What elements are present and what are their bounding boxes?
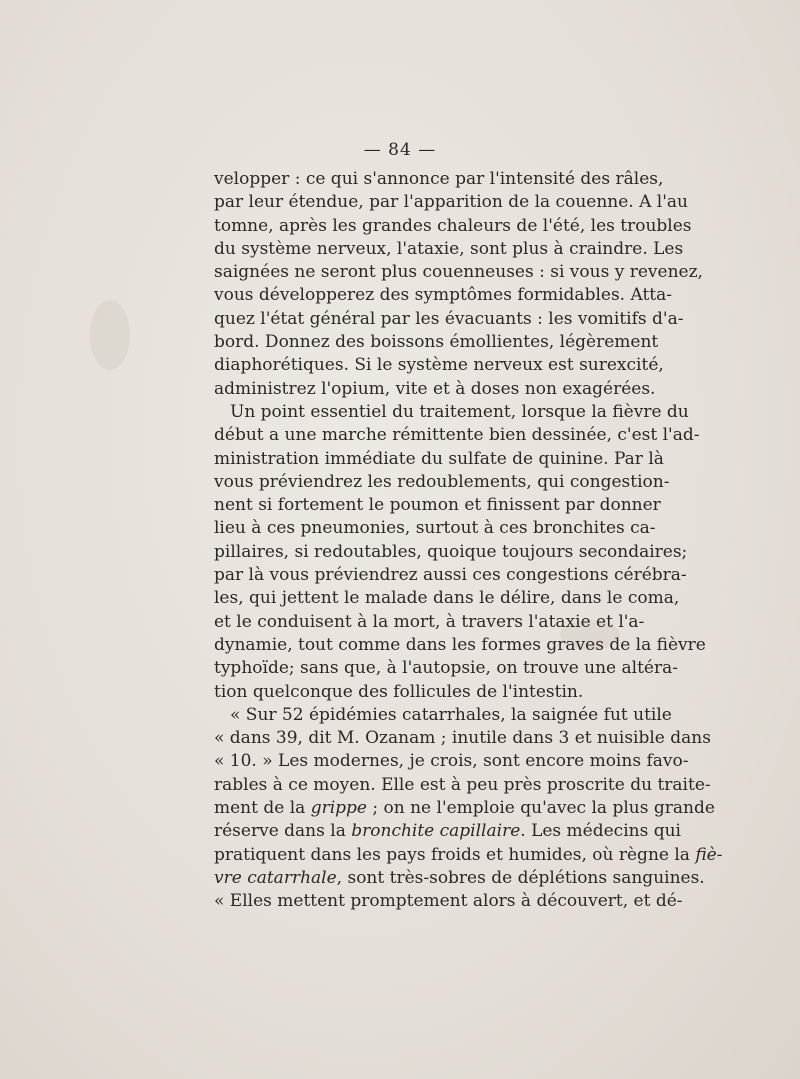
text-run: ment de la	[214, 798, 311, 819]
text-run: pratiquent dans les pays froids et humides, où règne la	[214, 844, 696, 865]
text-line: « dans 39, dit M. Ozanam ; inutile dans 3 et nuisible dans	[214, 728, 711, 749]
text-run: ; on ne l'emploie qu'avec la plus grande	[366, 798, 715, 819]
body-text	[214, 168, 723, 914]
italic-term: grippe	[310, 798, 367, 819]
text-line	[214, 797, 715, 820]
text-line: rables à ce moyen. Elle est à peu près proscrite du traite-	[214, 774, 711, 795]
text-line: vous préviendrez les redoublements, qui congestion-	[214, 471, 670, 492]
text-line: « Sur 52 épidémies catarrhales, la saignée fut utile	[230, 704, 672, 725]
text-line: « Elles mettent promptement alors à découvert, et dé-	[214, 891, 683, 912]
text-line: ministration immédiate du sulfate de quinine. Par là	[214, 448, 664, 469]
page-number: — 84 —	[363, 140, 437, 160]
text-line: tomne, après les grandes chaleurs de l'été, les troubles	[214, 215, 692, 236]
text-line: pillaires, si redoutables, quoique toujours secondaires;	[214, 541, 688, 562]
text-line	[214, 844, 723, 867]
text-line: tion quelconque des follicules de l'intestin.	[214, 681, 584, 702]
text-line: saignées ne seront plus couenneuses : si vous y revenez,	[214, 262, 703, 283]
text-line: vous développerez des symptômes formidables. Atta-	[214, 285, 673, 306]
text-line: diaphorétiques. Si le système nerveux est surexcité,	[214, 355, 664, 376]
text-line: les, qui jettent le malade dans le délire, dans le coma,	[214, 588, 680, 609]
text-line: bord. Donnez des boissons émollientes, légèrement	[214, 332, 659, 353]
text-run: réserve dans la	[214, 821, 352, 842]
text-run: . Les médecins qui	[520, 821, 681, 842]
text-line: lieu à ces pneumonies, surtout à ces bronchites ca-	[214, 518, 656, 539]
italic-term: fiè-	[695, 844, 723, 865]
text-line: nent si fortement le poumon et finissent par donner	[214, 495, 661, 516]
text-line: typhoïde; sans que, à l'autopsie, on trouve une altéra-	[214, 658, 678, 679]
italic-term: bronchite capillaire	[351, 821, 521, 842]
text-line: velopper : ce qui s'annonce par l'intensité des râles,	[214, 169, 664, 189]
text-line: par leur étendue, par l'apparition de la couenne. A l'au	[214, 192, 688, 213]
text-line: « 10. » Les modernes, je crois, sont encore moins favo-	[214, 751, 689, 772]
text-run: , sont très-sobres de déplétions sanguines.	[336, 867, 705, 888]
text-line: quez l'état général par les évacuants : les vomitifs d'a-	[214, 308, 684, 329]
text-line: dynamie, tout comme dans les formes graves de la fièvre	[214, 634, 706, 655]
text-line: du système nerveux, l'ataxie, sont plus à craindre. Les	[214, 238, 684, 259]
italic-term: vre catarrhale	[214, 867, 337, 888]
text-line: et le conduisent à la mort, à travers l'ataxie et l'a-	[214, 611, 645, 632]
text-line: administrez l'opium, vite et à doses non exagérées.	[214, 378, 656, 399]
text-line	[214, 867, 705, 890]
text-line: par là vous préviendrez aussi ces congestions cérébra-	[214, 565, 687, 586]
text-line: Un point essentiel du traitement, lorsque la fièvre du	[230, 401, 689, 422]
text-line: début a une marche rémittente bien dessinée, c'est l'ad-	[214, 425, 700, 446]
text-line	[214, 820, 681, 843]
paper-stain	[90, 300, 130, 370]
